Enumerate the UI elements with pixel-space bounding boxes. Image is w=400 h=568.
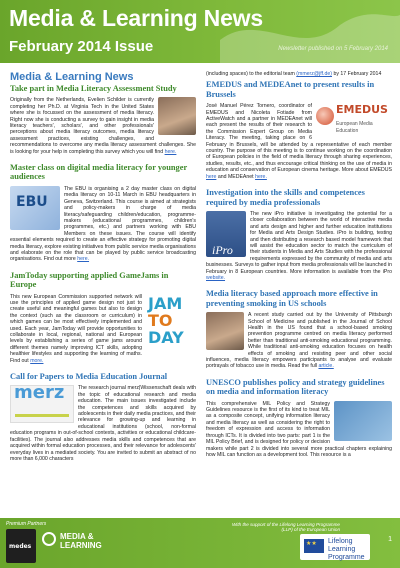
article-unesco <box>206 378 392 461</box>
continuation-text: (including spaces) to the editorial team (mmerz@jff.de) by 17 February 2014 <box>206 71 382 77</box>
premium-partners-label: Premium Partners <box>6 521 47 527</box>
article-body: The new iPro initiative is investigating the potential for a closer collaboration between the world of interactive media and arts design and higher and further education institutions for Media and Arts Design Studies. iPro is building, testing and then distributing a research based model framework that will assist the education sector to match the curriculum of their students in Media and Arts Studies with the professional requirements expressed by the community of media and arts businesses. Surveys to gather input from media professionals will be launched in February in 8 European countries. More information is available from the iPro website. <box>206 210 392 281</box>
jamtoday-logo: JAM TO DAY <box>146 294 196 352</box>
article-title: Investigation into the skills and competences required by media professionals <box>206 188 365 207</box>
article-title: JamToday supporting applied GameJams in Europe <box>10 270 169 290</box>
article-call-for-papers <box>10 372 196 465</box>
article-body: José Manuel Pérez Tornero, coordinator of EMEDUS and Nicoleta Fotiade from ActiveWatch and a partner in MEDEAnet will each present the results of their research to the Commission Expert Group on Media Literacy. The meeting, taking place on 6 February in Brussels, will be attended by a representative of each member country. The purpose of this meeting is to continue working on the coordination of European policies in the field of media literacy through sharing experiences, studies, results, etc., and thus encourage critical thinking on the use of media in education and conservation of European cinema heritage. More about EMEDUS here and MEDEAnet here. <box>206 103 392 180</box>
eu-support-text: With the support of the Lifelong Learning Programme (LLP) of the European Union <box>232 522 340 533</box>
study-photo <box>206 312 244 350</box>
article-body: The EBU is organising a 2 day master class on digital media literacy on 10-11 March in EBU headquarters in Geneva, Switzerland. This course is aimed at strategists and policy-makers in charge of media literacy/safeguarding children/education, programme-makers (educational programmes, children's programmes, etc.) and partners working with EBU Members on these issues. The course will identify essential elements required to create an effective strategy for promoting digital media literacy, explore existing initiatives from public service media organisations and elaborate on the role that can be played by public service broadcasting organisations. Find out more here. <box>10 185 196 263</box>
medeanet-link[interactable]: here. <box>255 173 267 180</box>
masthead-heading: Media & Learning News <box>10 71 134 83</box>
article-title: Master class on digital media literacy for younger audiences <box>10 163 188 182</box>
ipro-link[interactable]: website. <box>206 274 226 281</box>
article-body: This new European Commission supported network will use the principles of applied game design not just to create useful and meaningful games but also to design the context (such as the classroom or curriculum) in which games can be most effectively implemented and used. Each year, JamToday will provide opportunities to collaborate in local, regional, national and European levels by establishing a series of game jams around different themes namely improving ICT skills, adopting healthier lifestyles and supporting the learning of maths. Find out more. <box>10 293 142 364</box>
article-title: EMEDUS and MEDEAnet to present results in Brussels <box>206 80 375 99</box>
article-ipro <box>206 188 392 284</box>
article-body: A recent study carried out by the University of Pittsburgh School of Medicine and published in the Journal of School Health in the US found that a school-based smoking prevention programme centred on media literacy performed better than traditional anti-smoking educational programming. While traditional anti-smoking education focuses on health effects of smoking and resisting peer and other social influences, media literacy empowers participants to analyse and evaluate portrayals of tobacco use in media. Read the full article. <box>206 312 392 370</box>
ipro-logo: iPro <box>206 211 246 257</box>
portrait-photo <box>158 97 196 135</box>
article-assessment-study <box>10 84 196 158</box>
emedus-logo: EMEDUS European Media Education <box>316 103 392 137</box>
right-column <box>206 71 392 466</box>
jamtoday-link[interactable]: more. <box>30 357 44 364</box>
header-banner <box>0 0 400 63</box>
media-learning-logo: MEDIA & LEARNING <box>42 532 112 560</box>
page-number: 1 <box>388 536 392 543</box>
left-column <box>10 71 196 470</box>
issue-label: February 2014 Issue <box>9 38 154 55</box>
unesco-cover-image <box>334 401 392 441</box>
ebu-link[interactable]: here. <box>77 256 90 263</box>
survey-link[interactable]: here. <box>164 148 177 155</box>
article-body: The research journal merz|Wissenschaft deals with the topic of educational research and media education. The main issues investigated include the competences and skills acquired by adolescents in their daily media practices, and their relevance for growing-up and learning in educational institutions (school, non-formal education programs in out-of-school contexts, activities or educational childcare-facilities). The journal also addresses media skills and competences that are acquired within formal education processes, and their relevance for adolescents' everyday lives in a mediated society. You are invited to submit an abstract of no more than 6,000 characters <box>10 385 196 462</box>
article-smoking <box>206 289 392 372</box>
newsletter-title: Media & Learning News <box>9 5 263 31</box>
merz-logo: merz <box>10 385 74 423</box>
footer-bar <box>0 518 400 568</box>
article-title: Call for Papers to Media Education Journal <box>10 372 168 382</box>
medes-logo: medes <box>6 529 36 563</box>
article-title: Media literacy based approach more effective in preventing smoking in US schools <box>206 289 378 308</box>
article-master-class <box>10 163 196 266</box>
article-emedus <box>206 80 392 183</box>
article-link[interactable]: article. <box>318 363 334 370</box>
article-body: Originally from the Netherlands, Evelien Schilder is currently completing her Ph.D. at Virginia Tech in the United States where she is focussed on the assessment of media literacy. Right now she is conducting a survey to gain insight in media literacy teachers', scholars', and other professionals' perceptions about media literacy outcomes, media literacy assessment practices, existing challenges, and recommendations to overcome any media literacy assessment challenges. She is looking for your help in completing this survey which you will find here. <box>10 97 196 155</box>
llp-logo: ★★ Lifelong Learning Programme <box>300 534 370 560</box>
email-link[interactable]: (mmerz@jff.de) <box>296 71 332 77</box>
article-jamtoday <box>10 271 196 367</box>
article-title: Take part in Media Literacy Assessment Study <box>10 84 177 93</box>
article-title: UNESCO publishes policy and strategy guidelines on media and information literacy <box>206 377 385 397</box>
article-body: This comprehensive MIL Policy and Strategy Guidelines resource is the first of its kind to treat MIL as a composite concept, unifying information literacy and media literacy as well as considering the right to freedom of expression and access to information through ICTs. It is divided into two parts: part 1 is the MIL Policy Brief, and is designed for policy or decision makers while part 2 is divided into several more practical chapters explaining how MIL can function as a development tool. This resource is a <box>206 400 392 458</box>
published-date: Newsletter published on 5 February 2014 <box>278 46 388 52</box>
ebu-logo: EBU <box>10 186 60 230</box>
emedus-link[interactable]: here <box>206 173 217 180</box>
